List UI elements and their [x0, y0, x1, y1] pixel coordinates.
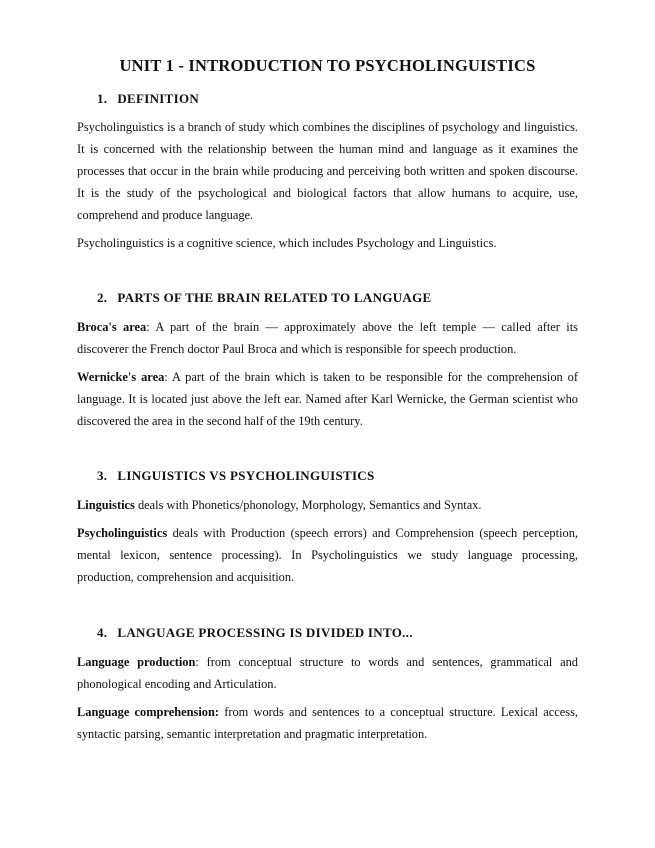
section-number: 2.: [97, 290, 108, 305]
paragraph: [77, 232, 578, 254]
term-label: Linguistics: [77, 498, 135, 512]
section-number: 4.: [97, 625, 108, 640]
section-title: PARTS OF THE BRAIN RELATED TO LANGUAGE: [117, 290, 432, 305]
paragraph: [77, 316, 578, 360]
paragraph: [77, 651, 578, 695]
paragraph: [77, 701, 578, 745]
paragraph: [77, 522, 578, 588]
section-title: LINGUISTICS VS PSYCHOLINGUISTICS: [117, 468, 375, 483]
paragraph-text: deals with Production (speech errors) and Comprehension (speech perception, mental lexicon, sentence processing). In Psycholinguistics we study language processing, production, comprehension and acquisition.: [77, 526, 578, 584]
term-label: Broca's area: [77, 320, 147, 334]
term-label: Language production: [77, 655, 196, 669]
section-heading-brain-parts: [97, 290, 431, 306]
term-label: Language comprehension:: [77, 705, 219, 719]
paragraph-text: Psycholinguistics is a branch of study which combines the disciplines of psychology and linguistics. It is concerned with the relationship between the human mind and language as it examines the processes that occur in the brain while producing and perceiving both written and spoken discourse. It is the study of the psychological and biological factors that allow humans to acquire, use, comprehend and produce language.: [77, 120, 578, 222]
section-title: LANGUAGE PROCESSING IS DIVIDED INTO...: [117, 625, 413, 640]
section-number: 3.: [97, 468, 108, 483]
paragraph-text: : A part of the brain which is taken to be responsible for the comprehension of language. It is located just above the left ear. Named after Karl Wernicke, the German scientist who discovered the area in the second half of the 19th century.: [77, 370, 578, 428]
paragraph-text: from words and sentences to a conceptual structure. Lexical access, syntactic parsing, semantic interpretation and pragmatic interpretation.: [77, 705, 578, 741]
paragraph: [77, 116, 578, 226]
term-label: Wernicke's area: [77, 370, 165, 384]
section-heading-language-processing: [97, 625, 413, 641]
paragraph-text: Psycholinguistics is a cognitive science, which includes Psychology and Linguistics.: [77, 236, 497, 250]
paragraph: [77, 494, 578, 516]
term-label: Psycholinguistics: [77, 526, 168, 540]
document-title: UNIT 1 - INTRODUCTION TO PSYCHOLINGUISTICS: [119, 56, 536, 75]
section-heading-linguistics-vs: [97, 468, 375, 484]
section-number: 1.: [97, 91, 108, 106]
paragraph: [77, 366, 578, 432]
paragraph-text: : A part of the brain — approximately above the left temple — called after its discoverer the French doctor Paul Broca and which is responsible for speech production.: [77, 320, 578, 356]
section-heading-definition: [97, 91, 199, 107]
paragraph-text: : from conceptual structure to words and sentences, grammatical and phonological encoding and Articulation.: [77, 655, 578, 691]
section-title: DEFINITION: [117, 91, 200, 106]
paragraph-text: deals with Phonetics/phonology, Morphology, Semantics and Syntax.: [134, 498, 482, 512]
